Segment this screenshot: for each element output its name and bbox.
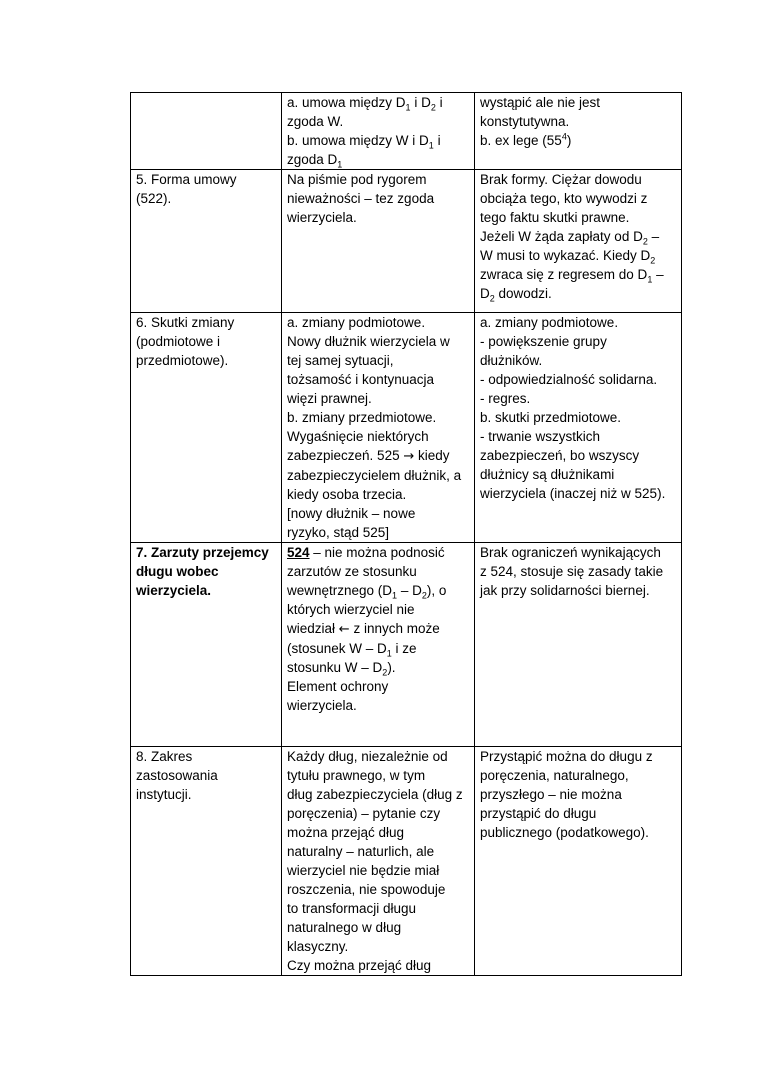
cell-topic <box>131 313 282 543</box>
text-segment: zgoda D <box>287 152 338 167</box>
text-line <box>287 189 469 208</box>
text-line <box>287 581 469 600</box>
text-line <box>480 581 676 600</box>
text-line <box>287 619 469 639</box>
cell-przystapienie-do-dlugu <box>475 747 682 976</box>
text-line <box>287 696 469 715</box>
text-segment: dług zabezpieczyciela (dług z <box>287 787 463 802</box>
table-row <box>131 543 682 747</box>
text-segment: z 524, stosuje się zasady takie <box>480 564 664 579</box>
text-segment: Przystąpić można do długu z <box>480 749 653 764</box>
text-segment: Na piśmie pod rygorem <box>287 172 427 187</box>
text-segment: przedmiotowe). <box>136 353 229 368</box>
text-segment: D <box>480 286 490 301</box>
text-line <box>136 785 276 804</box>
text-segment: Każdy dług, niezależnie od <box>287 749 448 764</box>
text-segment: więzi prawnej. <box>287 391 372 406</box>
text-segment: Brak formy. Ciężar dowodu <box>480 172 642 187</box>
text-line <box>136 332 276 351</box>
text-line <box>287 208 469 227</box>
text-segment: b. umowa między W i D <box>287 133 429 148</box>
text-line <box>480 351 676 370</box>
text-segment: tytułu prawnego, w tym <box>287 768 426 783</box>
text-line <box>287 112 469 131</box>
subscript: 2 <box>650 255 656 266</box>
cell-przystapienie-do-dlugu <box>475 170 682 313</box>
text-line <box>287 956 469 975</box>
cell-przejecie-dlugu <box>282 747 475 976</box>
content-table <box>130 92 682 976</box>
text-line <box>287 766 469 785</box>
text-line <box>287 466 469 485</box>
cell-przejecie-dlugu <box>282 93 475 170</box>
text-segment: przystąpić do długu <box>480 806 597 821</box>
cell-topic <box>131 170 282 313</box>
text-line <box>136 747 276 766</box>
text-segment: ), o <box>426 583 447 598</box>
text-line <box>287 918 469 937</box>
text-line <box>287 804 469 823</box>
text-line <box>287 600 469 619</box>
text-segment: nieważności – tez zgoda <box>287 191 435 206</box>
text-segment: poręczenia, naturalnego, <box>480 768 629 783</box>
text-segment: - powiększenie grupy <box>480 334 607 349</box>
text-segment: roszczenia, nie spowoduje <box>287 882 446 897</box>
text-segment: instytucji. <box>136 787 192 802</box>
text-segment: tożsamość i kontynuacja <box>287 372 435 387</box>
text-line <box>480 427 676 446</box>
text-line <box>480 246 676 265</box>
text-segment: wierzyciela. <box>287 210 357 225</box>
text-segment: można przejąć dług <box>287 825 405 840</box>
text-segment: Jeżeli W żąda zapłaty od D <box>480 229 643 244</box>
text-line <box>480 189 676 208</box>
text-segment: (522). <box>136 191 172 206</box>
text-segment: 6. Skutki zmiany <box>136 315 235 330</box>
text-line <box>480 370 676 389</box>
text-line <box>480 313 676 332</box>
text-line <box>480 284 676 303</box>
text-segment: i ze <box>391 641 417 656</box>
text-segment: zabezpieczeń. 525 <box>287 448 404 463</box>
text-line <box>287 658 469 677</box>
text-line <box>136 543 276 562</box>
text-line <box>480 785 676 804</box>
text-line <box>287 747 469 766</box>
text-line <box>480 465 676 484</box>
text-line <box>287 150 469 169</box>
cell-topic <box>131 747 282 976</box>
text-segment: (podmiotowe i <box>136 334 221 349</box>
text-segment: ). <box>387 660 396 675</box>
text-line <box>287 408 469 427</box>
text-line <box>287 523 469 542</box>
text-segment: 8. Zakres <box>136 749 193 764</box>
text-segment: naturalny – naturlich, ale <box>287 844 435 859</box>
text-segment: tego faktu skutki prawne. <box>480 210 630 225</box>
text-line <box>287 899 469 918</box>
text-line <box>480 208 676 227</box>
text-segment: długu wobec <box>136 564 219 579</box>
text-segment: dłużnicy są dłużnikami <box>480 467 615 482</box>
text-segment: wierzyciela (inaczej niż w 525). <box>480 486 666 501</box>
text-line <box>480 389 676 408</box>
text-segment: kiedy <box>414 448 450 463</box>
subscript: 2 <box>421 590 427 601</box>
text-segment: – <box>652 267 664 282</box>
text-segment: Wygaśnięcie niektórych <box>287 429 429 444</box>
text-line <box>287 562 469 581</box>
text-segment: wierzyciel nie będzie miał <box>287 863 440 878</box>
text-segment: których wierzyciel nie <box>287 602 415 617</box>
table-row <box>131 313 682 543</box>
text-line <box>287 351 469 370</box>
text-line <box>480 823 676 842</box>
text-segment: poręczenia) – pytanie czy <box>287 806 441 821</box>
cell-topic <box>131 543 282 747</box>
text-segment: dowodzi. <box>494 286 552 301</box>
text-segment: [nowy dłużnik – nowe <box>287 506 416 521</box>
cell-przejecie-dlugu <box>282 170 475 313</box>
subscript: 1 <box>386 648 392 659</box>
text-line <box>136 313 276 332</box>
cell-topic <box>131 93 282 170</box>
text-segment: 5. Forma umowy <box>136 172 237 187</box>
text-segment: – nie można podnosić <box>309 545 445 560</box>
text-segment: to transformacji długu <box>287 901 417 916</box>
text-segment: b. ex lege (55 <box>480 133 562 148</box>
text-segment: i <box>435 95 443 110</box>
text-line <box>480 112 676 131</box>
text-segment: zarzutów ze stosunku <box>287 564 417 579</box>
text-segment: zgoda W. <box>287 114 344 129</box>
text-segment: wierzyciela. <box>136 583 212 598</box>
text-segment: Czy można przejąć dług <box>287 958 432 973</box>
text-segment: zwraca się z regresem do D <box>480 267 648 282</box>
text-line <box>287 823 469 842</box>
text-line <box>480 766 676 785</box>
text-segment: - trwanie wszystkich <box>480 429 601 444</box>
text-segment: naturalnego w dług <box>287 920 402 935</box>
text-line <box>287 543 469 562</box>
text-segment: i D <box>410 95 431 110</box>
text-segment: (stosunek W – D <box>287 641 387 656</box>
subscript: 1 <box>405 102 411 113</box>
text-segment: a. zmiany podmiotowe. <box>480 315 619 330</box>
text-segment: - regres. <box>480 391 531 406</box>
arrow-right-icon: → <box>403 449 415 464</box>
text-segment: Element ochrony <box>287 679 389 694</box>
text-segment: wiedział <box>287 621 339 636</box>
text-segment: tej samej sytuacji, <box>287 353 394 368</box>
text-segment: konstytutywna. <box>480 114 570 129</box>
text-line <box>136 351 276 370</box>
text-line <box>136 189 276 208</box>
table-row <box>131 747 682 976</box>
text-line <box>480 332 676 351</box>
text-segment: jak przy solidarności biernej. <box>480 583 650 598</box>
text-segment: – D <box>397 583 422 598</box>
text-segment: Nowy dłużnik wierzyciela w <box>287 334 450 349</box>
text-segment: b. zmiany przedmiotowe. <box>287 410 437 425</box>
text-line <box>136 562 276 581</box>
text-segment: W musi to wykazać. Kiedy D <box>480 248 651 263</box>
text-segment: zabezpieczycielem dłużnik, a <box>287 468 462 483</box>
text-line <box>480 227 676 246</box>
text-line <box>287 313 469 332</box>
text-segment: klasyczny. <box>287 939 349 954</box>
text-segment: przyszłego – nie można <box>480 787 622 802</box>
text-line <box>287 93 469 112</box>
text-segment: stosunku W – D <box>287 660 383 675</box>
text-line <box>480 804 676 823</box>
text-segment: obciąża tego, kto wywodzi z <box>480 191 648 206</box>
text-segment: a. zmiany podmiotowe. <box>287 315 426 330</box>
cell-przystapienie-do-dlugu <box>475 93 682 170</box>
text-segment: wewnętrznego (D <box>287 583 393 598</box>
text-line <box>287 389 469 408</box>
subscript: 2 <box>382 667 388 678</box>
text-segment: ryzyko, stąd 525] <box>287 525 390 540</box>
text-line <box>136 581 276 600</box>
text-line <box>287 785 469 804</box>
text-line <box>480 131 676 150</box>
table-row <box>131 170 682 313</box>
text-segment: zastosowania <box>136 768 218 783</box>
subscript: 1 <box>647 274 653 285</box>
text-line <box>287 504 469 523</box>
text-line <box>287 332 469 351</box>
text-line <box>480 747 676 766</box>
text-segment: - odpowiedzialność solidarna. <box>480 372 658 387</box>
text-line <box>287 842 469 861</box>
text-line <box>287 861 469 880</box>
text-segment: – <box>647 229 660 244</box>
text-line <box>136 170 276 189</box>
text-line <box>136 766 276 785</box>
text-line <box>480 484 676 503</box>
text-segment: Brak ograniczeń wynikających <box>480 545 661 560</box>
text-segment: b. skutki przedmiotowe. <box>480 410 622 425</box>
text-line <box>480 93 676 112</box>
text-line <box>287 131 469 150</box>
text-line <box>287 427 469 446</box>
text-line <box>287 370 469 389</box>
cell-przejecie-dlugu <box>282 543 475 747</box>
text-segment: wystąpić ale nie jest <box>480 95 601 110</box>
subscript: 2 <box>430 102 436 113</box>
text-segment: kiedy osoba trzecia. <box>287 487 407 502</box>
text-segment: i <box>433 133 441 148</box>
text-line <box>480 265 676 284</box>
text-line <box>287 677 469 696</box>
table-row <box>131 93 682 170</box>
superscript: 4 <box>561 131 567 142</box>
subscript: 1 <box>428 140 434 151</box>
text-line <box>287 446 469 466</box>
text-line <box>480 408 676 427</box>
text-segment: zabezpieczeń, bo wszyscy <box>480 448 640 463</box>
text-line <box>287 639 469 658</box>
text-segment: publicznego (podatkowego). <box>480 825 649 840</box>
text-line <box>480 562 676 581</box>
text-segment: dłużników. <box>480 353 543 368</box>
subscript: 1 <box>392 590 398 601</box>
text-segment: 7. Zarzuty przejemcy <box>136 545 269 560</box>
subscript: 2 <box>489 293 495 304</box>
text-segment: z innych może <box>349 621 440 636</box>
text-segment: ) <box>566 133 572 148</box>
text-line <box>480 170 676 189</box>
arrow-left-icon: ← <box>338 622 350 637</box>
text-line <box>287 485 469 504</box>
text-line <box>287 880 469 899</box>
cell-przystapienie-do-dlugu <box>475 543 682 747</box>
text-line <box>287 937 469 956</box>
cell-przystapienie-do-dlugu <box>475 313 682 543</box>
cell-przejecie-dlugu <box>282 313 475 543</box>
subscript: 1 <box>337 159 343 170</box>
text-line <box>287 170 469 189</box>
text-segment: wierzyciela. <box>287 698 357 713</box>
text-segment: a. umowa między D <box>287 95 406 110</box>
subscript: 2 <box>642 236 648 247</box>
article-reference: 524 <box>287 545 310 560</box>
text-line <box>480 543 676 562</box>
text-line <box>480 446 676 465</box>
